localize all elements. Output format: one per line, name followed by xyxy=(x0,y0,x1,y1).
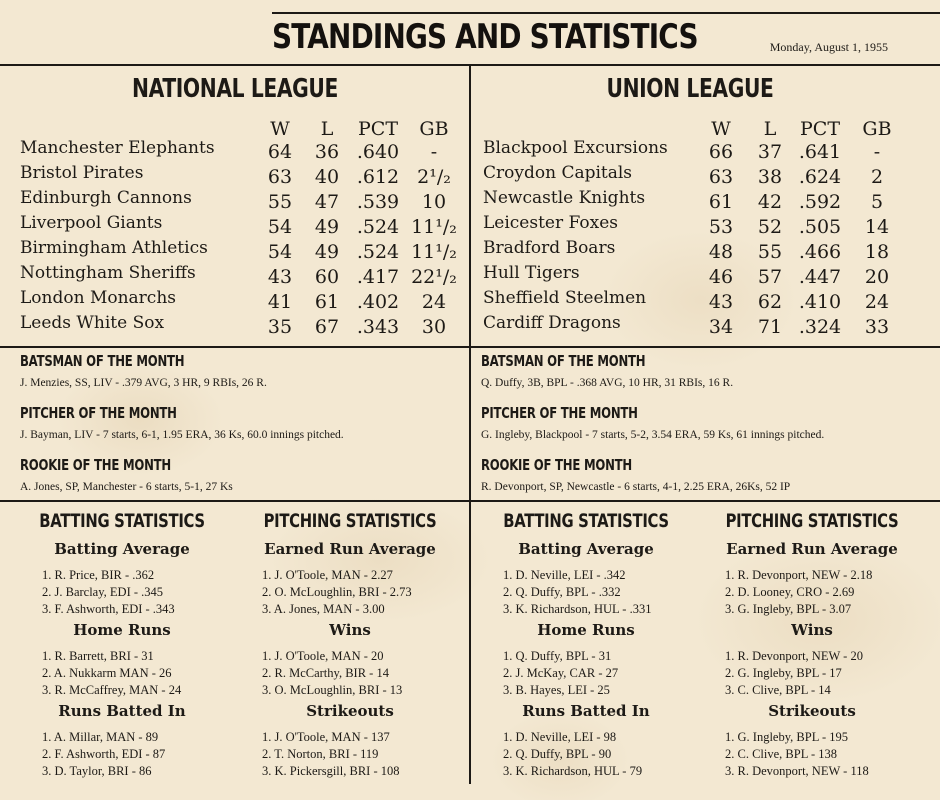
award-text: G. Ingleby, Blackpool - 7 starts, 5-2, 3.54 ERA, 59 Ks, 61 innings pitched. xyxy=(481,429,825,441)
stat-leader: 1. A. Millar, MAN - 89 xyxy=(42,730,159,744)
team-w: 54 xyxy=(267,216,293,238)
team-pct: .324 xyxy=(798,316,842,338)
stat-category-heading: Batting Average xyxy=(518,540,654,558)
stat-leader: 2. O. McLoughlin, BRI - 2.73 xyxy=(262,585,412,599)
stat-leader: 3. K. Richardson, HUL - 79 xyxy=(503,764,643,778)
team-name: Leeds White Sox xyxy=(20,313,165,333)
team-gb: - xyxy=(430,141,438,163)
column-header-pct: PCT xyxy=(358,118,398,140)
stat-category-heading: Wins xyxy=(329,621,371,639)
team-w: 34 xyxy=(708,316,734,338)
stat-leader: 3. F. Ashworth, EDI - .343 xyxy=(42,602,175,616)
stat-category-heading: Runs Batted In xyxy=(522,702,650,720)
team-gb: - xyxy=(873,141,881,163)
stat-leader: 3. O. McLoughlin, BRI - 13 xyxy=(262,683,403,697)
team-name: Edinburgh Cannons xyxy=(20,188,192,208)
stat-leader: 3. B. Hayes, LEI - 25 xyxy=(503,683,610,697)
team-pct: .539 xyxy=(356,191,400,213)
award-heading: BATSMAN OF THE MONTH xyxy=(20,352,185,370)
team-gb: 24 xyxy=(864,291,890,313)
stat-category-heading: Wins xyxy=(791,621,833,639)
team-name: Newcastle Knights xyxy=(483,188,646,208)
team-w: 46 xyxy=(708,266,734,288)
team-gb: 11¹/₂ xyxy=(411,216,457,238)
team-w: 63 xyxy=(267,166,293,188)
column-header-pct: PCT xyxy=(800,118,840,140)
stat-category-heading: Runs Batted In xyxy=(58,702,186,720)
team-name: Bradford Boars xyxy=(483,238,616,258)
award-text: Q. Duffy, 3B, BPL - .368 AVG, 10 HR, 31 RBIs, 16 R. xyxy=(481,377,734,389)
stat-leader: 2. R. McCarthy, BIR - 14 xyxy=(262,666,389,680)
team-w: 61 xyxy=(708,191,734,213)
stat-leader: 3. K. Richardson, HUL - .331 xyxy=(503,602,652,616)
stat-leader: 2. D. Looney, CRO - 2.69 xyxy=(725,585,855,599)
team-l: 47 xyxy=(314,191,340,213)
team-pct: .410 xyxy=(798,291,842,313)
award-heading: PITCHER OF THE MONTH xyxy=(481,404,638,422)
team-name: Manchester Elephants xyxy=(20,138,215,158)
team-l: 60 xyxy=(314,266,340,288)
stat-leader: 1. D. Neville, LEI - .342 xyxy=(503,568,626,582)
team-w: 48 xyxy=(708,241,734,263)
pitching-statistics-heading: PITCHING STATISTICS xyxy=(263,510,437,532)
batting-statistics-heading: BATTING STATISTICS xyxy=(39,510,205,532)
stat-leader: 1. R. Devonport, NEW - 2.18 xyxy=(725,568,873,582)
team-l: 67 xyxy=(314,316,340,338)
team-pct: .343 xyxy=(356,316,400,338)
stat-leader: 1. R. Price, BIR - .362 xyxy=(42,568,155,582)
stat-leader: 1. D. Neville, LEI - 98 xyxy=(503,730,617,744)
team-pct: .592 xyxy=(798,191,842,213)
team-w: 43 xyxy=(708,291,734,313)
team-w: 54 xyxy=(267,241,293,263)
team-l: 37 xyxy=(757,141,783,163)
team-name: Birmingham Athletics xyxy=(20,238,208,258)
pitching-statistics-heading: PITCHING STATISTICS xyxy=(725,510,899,532)
team-gb: 24 xyxy=(421,291,447,313)
column-header-gb: GB xyxy=(862,118,892,140)
team-l: 62 xyxy=(757,291,783,313)
stat-leader: 2. C. Clive, BPL - 138 xyxy=(725,747,838,761)
team-gb: 2¹/₂ xyxy=(417,166,451,188)
team-w: 41 xyxy=(267,291,293,313)
stat-leader: 1. Q. Duffy, BPL - 31 xyxy=(503,649,612,663)
team-pct: .447 xyxy=(798,266,842,288)
team-l: 57 xyxy=(757,266,783,288)
column-header-l: L xyxy=(320,118,334,140)
stat-leader: 1. J. O'Toole, MAN - 2.27 xyxy=(262,568,393,582)
award-text: A. Jones, SP, Manchester - 6 starts, 5-1, 27 Ks xyxy=(20,481,233,493)
team-name: Bristol Pirates xyxy=(20,163,144,183)
team-gb: 22¹/₂ xyxy=(411,266,457,288)
batting-statistics-heading: BATTING STATISTICS xyxy=(503,510,669,532)
award-heading: PITCHER OF THE MONTH xyxy=(20,404,177,422)
team-l: 52 xyxy=(757,216,783,238)
team-gb: 10 xyxy=(421,191,447,213)
column-header-l: L xyxy=(763,118,777,140)
page-title: STANDINGS AND STATISTICS xyxy=(272,17,698,57)
team-l: 71 xyxy=(757,316,783,338)
team-gb: 30 xyxy=(421,316,447,338)
team-pct: .641 xyxy=(798,141,842,163)
stat-leader: 3. R. McCaffrey, MAN - 24 xyxy=(42,683,182,697)
stat-leader: 2. Q. Duffy, BPL - 90 xyxy=(503,747,612,761)
page-date: Monday, August 1, 1955 xyxy=(769,40,888,54)
team-gb: 33 xyxy=(864,316,890,338)
divider-center xyxy=(469,64,471,784)
stat-category-heading: Earned Run Average xyxy=(264,540,436,558)
team-l: 38 xyxy=(757,166,783,188)
team-gb: 20 xyxy=(864,266,890,288)
team-name: Croydon Capitals xyxy=(483,163,633,183)
team-w: 53 xyxy=(708,216,734,238)
stat-leader: 2. T. Norton, BRI - 119 xyxy=(262,747,379,761)
stat-category-heading: Earned Run Average xyxy=(726,540,898,558)
stat-leader: 3. K. Pickersgill, BRI - 108 xyxy=(262,764,400,778)
team-gb: 18 xyxy=(864,241,890,263)
stat-leader: 1. R. Barrett, BRI - 31 xyxy=(42,649,154,663)
stat-leader: 2. Q. Duffy, BPL - .332 xyxy=(503,585,621,599)
stat-leader: 3. G. Ingleby, BPL - 3.07 xyxy=(725,602,852,616)
team-name: Sheffield Steelmen xyxy=(483,288,647,308)
team-l: 55 xyxy=(757,241,783,263)
team-pct: .640 xyxy=(356,141,400,163)
team-l: 49 xyxy=(314,241,340,263)
team-w: 43 xyxy=(267,266,293,288)
stat-leader: 2. F. Ashworth, EDI - 87 xyxy=(42,747,166,761)
stat-category-heading: Home Runs xyxy=(537,621,635,639)
team-name: Hull Tigers xyxy=(483,263,580,283)
team-w: 35 xyxy=(267,316,293,338)
column-header-gb: GB xyxy=(419,118,449,140)
team-pct: .417 xyxy=(356,266,400,288)
team-name: Blackpool Excursions xyxy=(483,138,668,158)
stat-leader: 2. J. McKay, CAR - 27 xyxy=(503,666,619,680)
column-header-w: W xyxy=(711,118,731,140)
stat-category-heading: Strikeouts xyxy=(306,702,394,720)
team-gb: 11¹/₂ xyxy=(411,241,457,263)
team-gb: 14 xyxy=(864,216,890,238)
team-name: Leicester Foxes xyxy=(483,213,618,233)
stat-leader: 1. G. Ingleby, BPL - 195 xyxy=(725,730,849,744)
team-pct: .466 xyxy=(798,241,842,263)
league-title: NATIONAL LEAGUE xyxy=(132,74,338,104)
stat-leader: 1. J. O'Toole, MAN - 137 xyxy=(262,730,390,744)
stat-leader: 3. D. Taylor, BRI - 86 xyxy=(42,764,152,778)
stat-leader: 2. J. Barclay, EDI - .345 xyxy=(42,585,164,599)
league-title: UNION LEAGUE xyxy=(606,74,774,104)
team-name: London Monarchs xyxy=(20,288,176,308)
award-heading: ROOKIE OF THE MONTH xyxy=(481,456,632,474)
award-text: R. Devonport, SP, Newcastle - 6 starts, 4-1, 2.25 ERA, 26Ks, 52 IP xyxy=(481,481,791,493)
stat-leader: 1. R. Devonport, NEW - 20 xyxy=(725,649,863,663)
column-header-w: W xyxy=(270,118,290,140)
team-name: Liverpool Giants xyxy=(20,213,163,233)
stat-leader: 2. A. Nukkarm MAN - 26 xyxy=(42,666,172,680)
team-pct: .524 xyxy=(356,216,400,238)
team-pct: .505 xyxy=(798,216,842,238)
team-pct: .612 xyxy=(356,166,400,188)
team-gb: 5 xyxy=(870,191,884,213)
stat-leader: 2. G. Ingleby, BPL - 17 xyxy=(725,666,842,680)
award-heading: ROOKIE OF THE MONTH xyxy=(20,456,171,474)
team-pct: .402 xyxy=(356,291,400,313)
award-heading: BATSMAN OF THE MONTH xyxy=(481,352,646,370)
stat-category-heading: Batting Average xyxy=(54,540,190,558)
team-pct: .524 xyxy=(356,241,400,263)
team-w: 64 xyxy=(267,141,293,163)
team-l: 40 xyxy=(314,166,340,188)
team-l: 36 xyxy=(314,141,340,163)
stat-leader: 3. R. Devonport, NEW - 118 xyxy=(725,764,869,778)
stat-leader: 3. A. Jones, MAN - 3.00 xyxy=(262,602,385,616)
award-text: J. Menzies, SS, LIV - .379 AVG, 3 HR, 9 RBIs, 26 R. xyxy=(20,377,267,389)
team-l: 61 xyxy=(314,291,340,313)
team-w: 55 xyxy=(267,191,293,213)
award-text: J. Bayman, LIV - 7 starts, 6-1, 1.95 ERA, 36 Ks, 60.0 innings pitched. xyxy=(20,429,344,441)
team-name: Cardiff Dragons xyxy=(483,313,621,333)
stat-leader: 1. J. O'Toole, MAN - 20 xyxy=(262,649,384,663)
stat-category-heading: Home Runs xyxy=(73,621,171,639)
team-w: 63 xyxy=(708,166,734,188)
stat-leader: 3. C. Clive, BPL - 14 xyxy=(725,683,831,697)
team-pct: .624 xyxy=(798,166,842,188)
team-name: Nottingham Sheriffs xyxy=(20,263,196,283)
team-w: 66 xyxy=(708,141,734,163)
team-l: 42 xyxy=(757,191,783,213)
team-gb: 2 xyxy=(870,166,884,188)
stat-category-heading: Strikeouts xyxy=(768,702,856,720)
team-l: 49 xyxy=(314,216,340,238)
